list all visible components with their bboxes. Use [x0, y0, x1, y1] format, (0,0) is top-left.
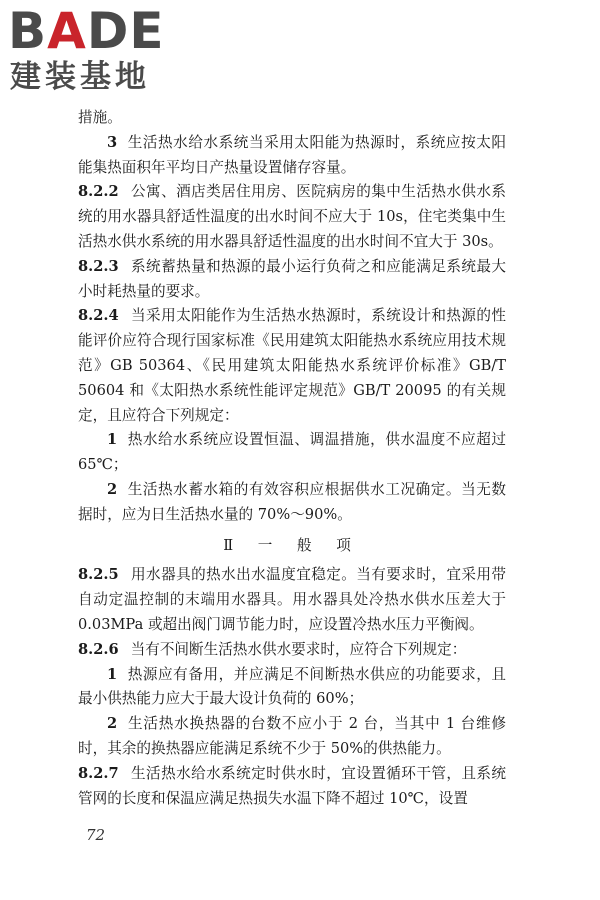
paragraph-continuation: 措施。 [78, 109, 122, 126]
clause-8-2-2: 8.2.2 公寓、酒店类居住用房、医院病房的集中生活热水供水系统的用水器具舒适性温度的出水时间不应大于 10s，住宅类集中生活热水供水系统的用水器具舒适性温度的出水时间不宜大于 30s。 [78, 183, 506, 250]
logo-chinese-text: 建装基地 [10, 59, 150, 95]
list-item: 2 生活热水换热器的台数不应小于 2 台，当其中 1 台维修时，其余的换热器应能满足系统不少于 50%的供热能力。 [78, 715, 506, 757]
item-number: 2 [107, 480, 118, 498]
item-number: 1 [107, 431, 118, 449]
clause-8-2-7: 8.2.7 生活热水给水系统定时供水时，宜设置循环干管，且系统管网的长度和保温应满足热损失水温下降不超过 10℃，设置 [78, 764, 506, 807]
list-item: 1 热源应有备用，并应满足不间断热水供应的功能要求，且最小供热能力应大于最大设计负荷的 60%； [78, 665, 506, 708]
logo-latin-text: BADE [8, 2, 165, 60]
clause-8-2-5: 8.2.5 用水器具的热水出水温度宜稳定。当有要求时，宜采用带自动定温控制的末端用水器具。用水器具处冷热水供水压差大于 0.03MPa 或超出阀门调节能力时，应设置冷热水压力平衡阀。 [78, 566, 506, 633]
page-number: 72 [86, 826, 106, 844]
section-heading: Ⅱ 一 般 项 [223, 536, 361, 554]
clause-number: 8.2.6 [78, 640, 119, 658]
logo-accent-letter: A [47, 2, 87, 60]
clause-8-2-3: 8.2.3 系统蓄热量和热源的最小运行负荷之和应能满足系统最大小时耗热量的要求。 [78, 257, 506, 300]
clause-number: 8.2.4 [78, 307, 119, 325]
list-item: 3 生活热水给水系统当采用太阳能为热源时，系统应按太阳能集热面积年平均日产热量设置储存容量。 [78, 133, 506, 176]
clause-number: 8.2.2 [78, 183, 119, 201]
item-number: 2 [107, 715, 118, 733]
item-number: 1 [107, 665, 118, 683]
clause-number: 8.2.5 [78, 566, 119, 584]
clause-8-2-4: 8.2.4 当采用太阳能作为生活热水热源时，系统设计和热源的性能评价应符合现行国家标准《民用建筑太阳能热水系统应用技术规范》GB 50364、《民用建筑太阳能热水系统评价标准》GB/T 50604 和《太阳热水系统性能评定规范》GB/T 20095 的有关规定，且应符合下列规定： [78, 307, 506, 424]
clause-number: 8.2.7 [78, 764, 119, 782]
clause-8-2-6: 8.2.6 当有不间断生活热水供水要求时，应符合下列规定： [78, 640, 467, 658]
bade-logo [8, 2, 178, 98]
document-body [78, 106, 506, 811]
list-item: 1 热水给水系统应设置恒温、调温措施，供水温度不应超过 65℃； [78, 431, 506, 474]
item-number: 3 [107, 133, 118, 151]
clause-number: 8.2.3 [78, 257, 119, 275]
list-item: 2 生活热水蓄水箱的有效容积应根据供水工况确定。当无数据时，应为日生活热水量的 70%～90%。 [78, 480, 506, 523]
